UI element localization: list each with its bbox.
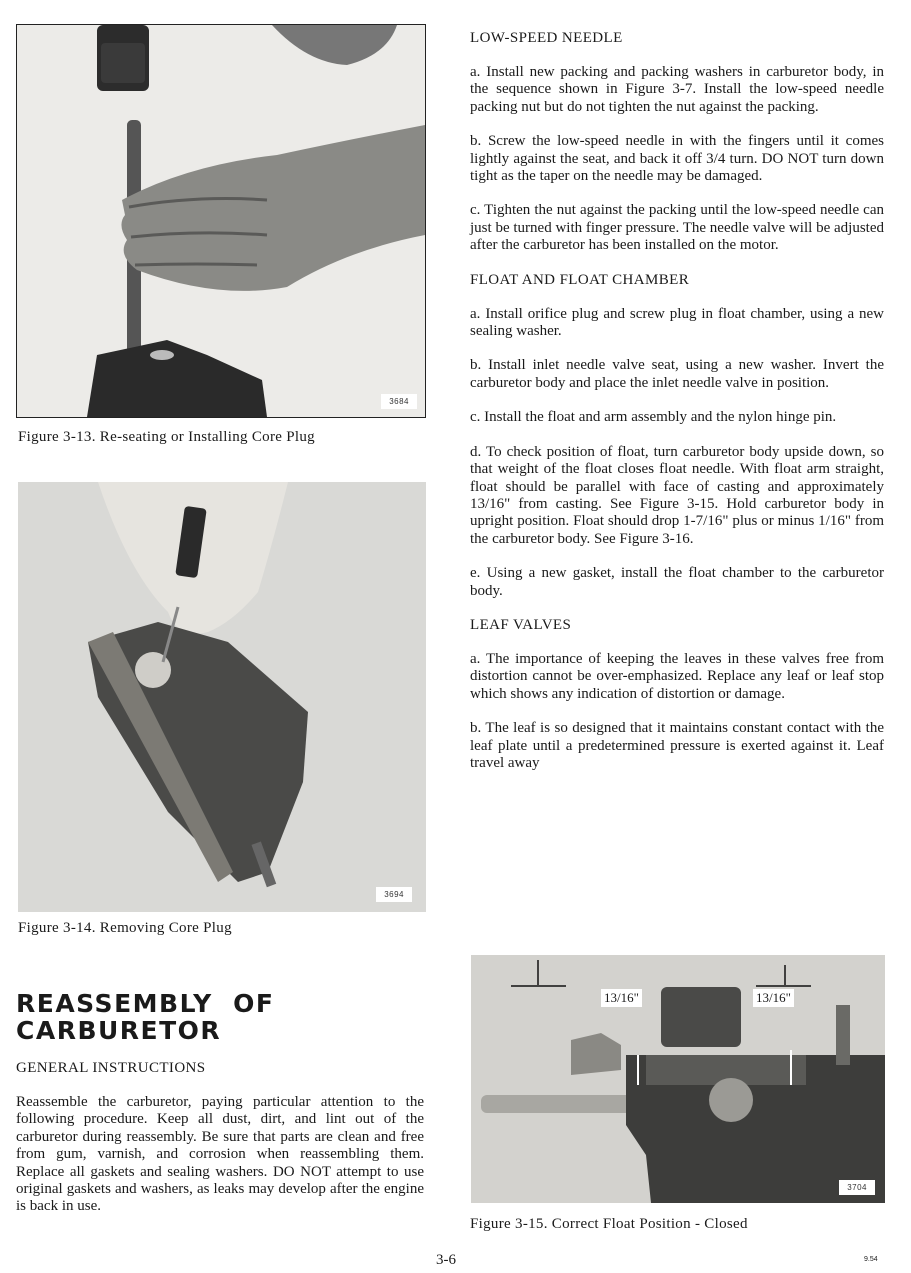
general-instructions-section — [16, 1060, 424, 1233]
page-number: 3-6 — [436, 1252, 456, 1268]
paragraph: b. Install inlet needle valve seat, using a new washer. Invert the carburetor body and place the inlet needle valve in position. — [470, 357, 884, 391]
dimension-label: 13/16" — [601, 989, 642, 1007]
paragraph: c. Install the float and arm assembly and the nylon hinge pin. — [470, 409, 837, 426]
dimension-label: 13/16" — [753, 989, 794, 1007]
paragraph: Reassemble the carburetor, paying particular attention to the following procedure. Keep all dust, dirt, and lint out of the carburetor during reassembly. Be sure that parts are clean and free from gum, varnish, and corrosion when reassembling them. Replace all gaskets and sealing washers. DO NOT attempt to use original gaskets and washers, as leaks may develop after the engine is back in use. — [16, 1094, 424, 1215]
section-leaf-valves — [470, 617, 884, 772]
paragraph: a. The importance of keeping the leaves in these valves free from distortion cannot be over-emphasized. Replace any leaf or leaf stop which shows any indication of distortion or damage. — [470, 650, 884, 702]
right-column — [470, 30, 884, 789]
figure-caption: Figure 3-14. Removing Core Plug — [18, 920, 232, 936]
paragraph: a. Install orifice plug and screw plug in float chamber, using a new sealing washer. — [470, 305, 884, 340]
section-low-speed-needle — [470, 30, 884, 255]
figure-3-14-photo — [18, 482, 426, 912]
figure-caption: Figure 3-15. Correct Float Position - Closed — [470, 1216, 748, 1232]
section-heading: GENERAL INSTRUCTIONS — [16, 1060, 206, 1076]
paragraph: a. Install new packing and packing washers in carburetor body, in the sequence shown in Figure 3-7. Install the low-speed needle packing nut but do not tighten the nut against the packing. — [470, 64, 884, 115]
paragraph: e. Using a new gasket, install the float chamber to the carburetor body. — [470, 565, 884, 599]
section-float-and-float-chamber — [470, 272, 884, 600]
title-line-2: CARBURETOR — [16, 1016, 222, 1045]
core-plug-removal-illustration — [18, 482, 426, 912]
paragraph: b. The leaf is so designed that it maintains constant contact with the leaf plate until a predetermined pressure is exerted against it. Leaf travel away — [470, 720, 884, 771]
page-title — [16, 990, 436, 1044]
section-heading: LEAF VALVES — [470, 616, 572, 633]
revision-code: 9.54 — [864, 1256, 878, 1263]
paragraph: b. Screw the low-speed needle in with the fingers until it comes lightly against the seat, and back it off 3/4 turn. DO NOT turn down tight as the taper on the needle may be damaged. — [470, 133, 884, 185]
section-heading: LOW-SPEED NEEDLE — [470, 30, 623, 46]
section-heading: FLOAT AND FLOAT CHAMBER — [470, 271, 690, 288]
hammer-and-punch-illustration — [17, 25, 425, 417]
title-line-1: REASSEMBLY OF — [16, 989, 275, 1018]
photo-number: 3704 — [839, 1180, 875, 1195]
paragraph: d. To check position of float, turn carburetor body upside down, so that weight of the float closes float needle. With float arm straight, float should be parallel with face of casting and approximately 13/16" from casting. See Figure 3-15. Hold carburetor body in upright position. Float should drop 1-7/16" plus or minus 1/16" from the carburetor body. See Figure 3-16. — [470, 443, 884, 547]
paragraph: c. Tighten the nut against the packing until the low-speed needle can just be turned with finger pressure. The needle valve will be adjusted after the carburetor has been installed on the motor. — [470, 202, 884, 254]
figure-caption: Figure 3-13. Re-seating or Installing Core Plug — [18, 429, 315, 445]
photo-number: 3684 — [381, 394, 417, 409]
figure-3-15-photo — [471, 955, 885, 1203]
photo-number: 3694 — [376, 887, 412, 902]
float-position-illustration — [471, 955, 885, 1203]
figure-3-13-photo — [16, 24, 426, 418]
